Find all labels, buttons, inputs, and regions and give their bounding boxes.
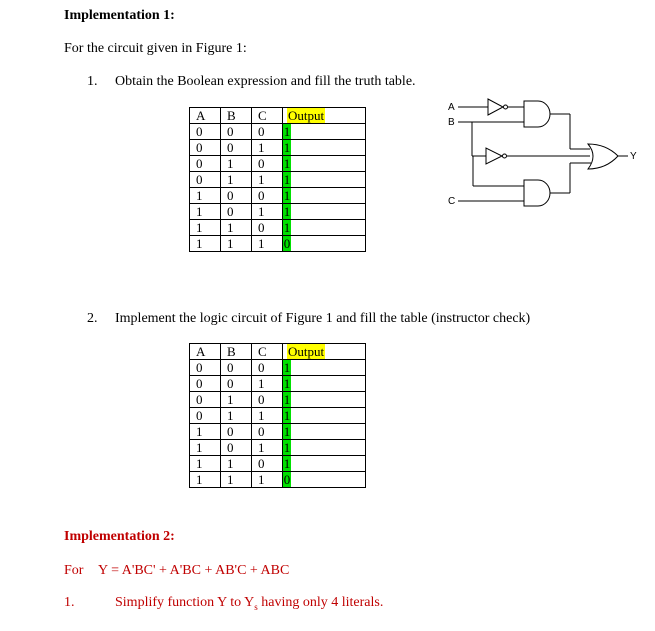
table2-row xyxy=(190,424,366,440)
table1-cell: 1 xyxy=(190,220,221,236)
table1-output-value: 1 xyxy=(283,204,291,219)
intro-text: For the circuit given in Figure 1: xyxy=(64,41,247,56)
table2-header-b: B xyxy=(221,344,252,360)
table1-cell: 0 xyxy=(221,204,252,220)
table1-output-value: 0 xyxy=(283,236,291,251)
impl2-item-1-text: Simplify function Y to $Y_s$ having only 4 literals. xyxy=(115,595,384,612)
table2-row xyxy=(190,392,366,408)
table2-output-value: 1 xyxy=(283,424,291,439)
table1-header-b: B xyxy=(221,108,252,124)
and-gate-2 xyxy=(524,180,550,206)
table2-cell: 0 xyxy=(221,424,252,440)
table2-cell: 0 xyxy=(190,408,221,424)
table2-cell: 1 xyxy=(252,408,283,424)
item-1-text: Obtain the Boolean expression and fill the truth table. xyxy=(115,74,416,89)
table2-cell: 1 xyxy=(221,392,252,408)
table2-cell: 1 xyxy=(252,376,283,392)
table2-cell: 1 xyxy=(221,456,252,472)
table1-cell: 0 xyxy=(252,156,283,172)
table1-cell: 0 xyxy=(190,140,221,156)
table2-cell: 1 xyxy=(190,456,221,472)
table2-cell: 1 xyxy=(221,472,252,488)
table1-output-cell xyxy=(283,188,366,204)
table2-output-cell xyxy=(283,376,366,392)
table2-output-cell xyxy=(283,408,366,424)
table1-output-cell xyxy=(283,156,366,172)
label-a: A xyxy=(448,102,455,113)
table2-output-header-highlight: Output xyxy=(288,344,325,359)
table2-cell: 1 xyxy=(190,440,221,456)
table1-cell: 0 xyxy=(190,124,221,140)
table2-cell: 0 xyxy=(252,456,283,472)
table1-output-value: 1 xyxy=(283,140,291,155)
table2-cell: 1 xyxy=(252,472,283,488)
table2-header-c: C xyxy=(252,344,283,360)
table1-output-value: 1 xyxy=(283,188,291,203)
table1-cell: 0 xyxy=(221,140,252,156)
table2-row xyxy=(190,440,366,456)
table1-output-cell xyxy=(283,124,366,140)
table2-cell: 0 xyxy=(252,360,283,376)
table1-output-cell xyxy=(283,236,366,252)
item-1-number: 1. xyxy=(87,74,98,89)
table2-output-value: 1 xyxy=(283,456,291,471)
not-gate-2 xyxy=(486,148,502,164)
table2-cell: 0 xyxy=(190,376,221,392)
for-label: For xyxy=(64,563,84,578)
table1-header-a: A xyxy=(190,108,221,124)
table2-header-output xyxy=(283,344,366,360)
table1-header-c: C xyxy=(252,108,283,124)
table1-output-header-highlight: Output xyxy=(288,108,325,123)
impl2-item-1-number: 1. xyxy=(64,595,75,610)
table1-cell: 1 xyxy=(252,140,283,156)
table2-cell: 0 xyxy=(252,392,283,408)
table1-cell: 1 xyxy=(252,204,283,220)
or-gate xyxy=(588,144,618,169)
table1-cell: 0 xyxy=(252,220,283,236)
table1-output-value: 1 xyxy=(283,156,291,171)
table1-row xyxy=(190,220,366,236)
table2-output-value: 1 xyxy=(283,408,291,423)
item-2-text: Implement the logic circuit of Figure 1 and fill the table (instructor check) xyxy=(115,311,531,326)
table1-cell: 1 xyxy=(190,188,221,204)
table2-row xyxy=(190,472,366,488)
table2-cell: 0 xyxy=(221,440,252,456)
table2-header-a: A xyxy=(190,344,221,360)
table1-cell: 1 xyxy=(221,220,252,236)
table2-output-value: 1 xyxy=(283,440,291,455)
function-expression: Y = A'BC' + A'BC + AB'C + ABC xyxy=(98,563,290,578)
table2-row xyxy=(190,408,366,424)
table1-row xyxy=(190,236,366,252)
table1-cell: 1 xyxy=(252,172,283,188)
table2-output-cell xyxy=(283,456,366,472)
table2-cell: 0 xyxy=(190,392,221,408)
table1-row xyxy=(190,140,366,156)
table1-output-cell xyxy=(283,220,366,236)
implementation-2-heading: Implementation 2: xyxy=(64,529,175,544)
truth-table-2 xyxy=(189,343,366,488)
label-b: B xyxy=(448,117,455,128)
table2-cell: 1 xyxy=(252,440,283,456)
table2-output-value: 0 xyxy=(283,472,291,487)
table2-cell: 1 xyxy=(190,424,221,440)
table2-cell: 0 xyxy=(190,360,221,376)
table1-cell: 1 xyxy=(221,156,252,172)
table1-cell: 0 xyxy=(190,172,221,188)
table2-row xyxy=(190,360,366,376)
table1-cell: 1 xyxy=(221,172,252,188)
table1-cell: 1 xyxy=(190,236,221,252)
table2-cell: 1 xyxy=(221,408,252,424)
table2-output-value: 1 xyxy=(283,392,291,407)
table1-row xyxy=(190,156,366,172)
table2-cell: 0 xyxy=(252,424,283,440)
not-bubble-1 xyxy=(504,105,508,109)
table2-output-cell xyxy=(283,440,366,456)
truth-table-1 xyxy=(189,107,366,252)
table1-output-value: 1 xyxy=(283,124,291,139)
table1-header-row xyxy=(190,108,366,124)
table2-header-row xyxy=(190,344,366,360)
table2-output-cell xyxy=(283,360,366,376)
table1-row xyxy=(190,124,366,140)
table1-cell: 1 xyxy=(190,204,221,220)
table1-output-value: 1 xyxy=(283,172,291,187)
table1-row xyxy=(190,188,366,204)
table1-cell: 0 xyxy=(221,124,252,140)
table1-cell: 0 xyxy=(252,188,283,204)
table1-output-cell xyxy=(283,204,366,220)
table1-row xyxy=(190,172,366,188)
table1-cell: 1 xyxy=(221,236,252,252)
table2-output-cell xyxy=(283,472,366,488)
table1-cell: 0 xyxy=(221,188,252,204)
label-y: Y xyxy=(630,151,637,162)
circuit-diagram xyxy=(440,95,640,215)
table2-output-cell xyxy=(283,424,366,440)
table2-cell: 1 xyxy=(190,472,221,488)
table2-output-value: 1 xyxy=(283,360,291,375)
table2-output-value: 1 xyxy=(283,376,291,391)
table1-cell: 0 xyxy=(190,156,221,172)
table2-row xyxy=(190,456,366,472)
table1-row xyxy=(190,204,366,220)
table1-cell: 1 xyxy=(252,236,283,252)
table1-output-value: 1 xyxy=(283,220,291,235)
table1-output-cell xyxy=(283,172,366,188)
not-gate-1 xyxy=(488,99,503,115)
table2-output-cell xyxy=(283,392,366,408)
table1-header-output xyxy=(283,108,366,124)
table2-cell: 0 xyxy=(221,360,252,376)
table1-cell: 0 xyxy=(252,124,283,140)
item-2-number: 2. xyxy=(87,311,98,326)
table1-output-cell xyxy=(283,140,366,156)
and-gate-1 xyxy=(524,101,550,127)
table2-cell: 0 xyxy=(221,376,252,392)
label-c: C xyxy=(448,196,456,207)
table2-row xyxy=(190,376,366,392)
implementation-1-heading: Implementation 1: xyxy=(64,8,175,23)
